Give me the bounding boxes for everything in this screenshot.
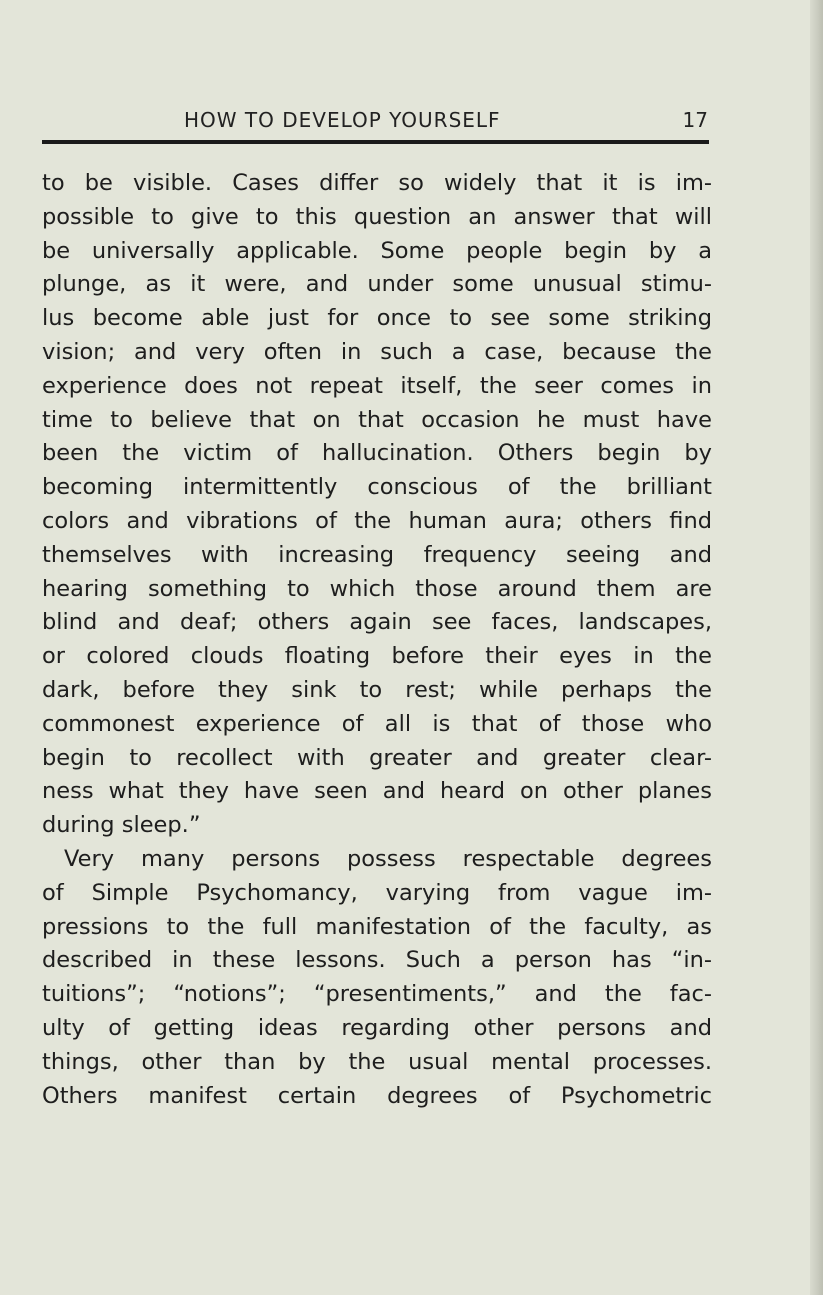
text-line: dark, before they sink to rest; while perhaps the bbox=[42, 676, 712, 703]
text-line: Very many persons possess respectable degrees bbox=[64, 845, 712, 872]
text-line: pressions to the full manifestation of the faculty, as bbox=[42, 913, 712, 940]
text-line: themselves with increasing frequency seeing and bbox=[42, 541, 712, 568]
text-line: time to believe that on that occasion he must have bbox=[42, 406, 712, 433]
text-line: becoming intermittently conscious of the brilliant bbox=[42, 474, 712, 501]
text-line: been the victim of hallucination. Others begin by bbox=[42, 440, 712, 467]
header-rule bbox=[42, 140, 709, 144]
text-line: during sleep.” bbox=[42, 812, 201, 839]
text-line: blind and deaf; others again see faces, landscapes, bbox=[42, 609, 712, 636]
text-line: possible to give to this question an answer that will bbox=[42, 203, 712, 230]
text-line: ness what they have seen and heard on other planes bbox=[42, 778, 712, 805]
text-line: tuitions”; “notions”; “presentiments,” and the fac- bbox=[42, 981, 712, 1008]
text-line: hearing something to which those around them are bbox=[42, 575, 712, 602]
text-line: to be visible. Cases differ so widely that it is im- bbox=[42, 170, 712, 196]
page-edge-shadow bbox=[810, 0, 823, 1295]
text-line: experience does not repeat itself, the seer comes in bbox=[42, 372, 712, 399]
running-title: HOW TO DEVELOP YOURSELF bbox=[184, 108, 501, 132]
text-line: begin to recollect with greater and greater clear- bbox=[42, 744, 712, 771]
text-line: vision; and very often in such a case, because the bbox=[42, 338, 712, 365]
text-line: things, other than by the usual mental processes. bbox=[42, 1048, 712, 1075]
text-line: be universally applicable. Some people begin by a bbox=[42, 237, 712, 264]
body-text bbox=[42, 167, 712, 1113]
page-header bbox=[42, 108, 710, 136]
text-line: ulty of getting ideas regarding other persons and bbox=[42, 1014, 712, 1041]
text-line: Others manifest certain degrees of Psychometric bbox=[42, 1082, 712, 1109]
text-line: or colored clouds floating before their eyes in the bbox=[42, 643, 712, 670]
text-line: described in these lessons. Such a person has “in- bbox=[42, 947, 712, 974]
page-number: 17 bbox=[682, 108, 708, 132]
text-line: commonest experience of all is that of those who bbox=[42, 710, 712, 737]
text-line: lus become able just for once to see some striking bbox=[42, 305, 712, 332]
text-line: of Simple Psychomancy, varying from vague im- bbox=[42, 879, 712, 906]
text-line: plunge, as it were, and under some unusual stimu- bbox=[42, 271, 712, 298]
text-line: colors and vibrations of the human aura; others find bbox=[42, 507, 712, 534]
